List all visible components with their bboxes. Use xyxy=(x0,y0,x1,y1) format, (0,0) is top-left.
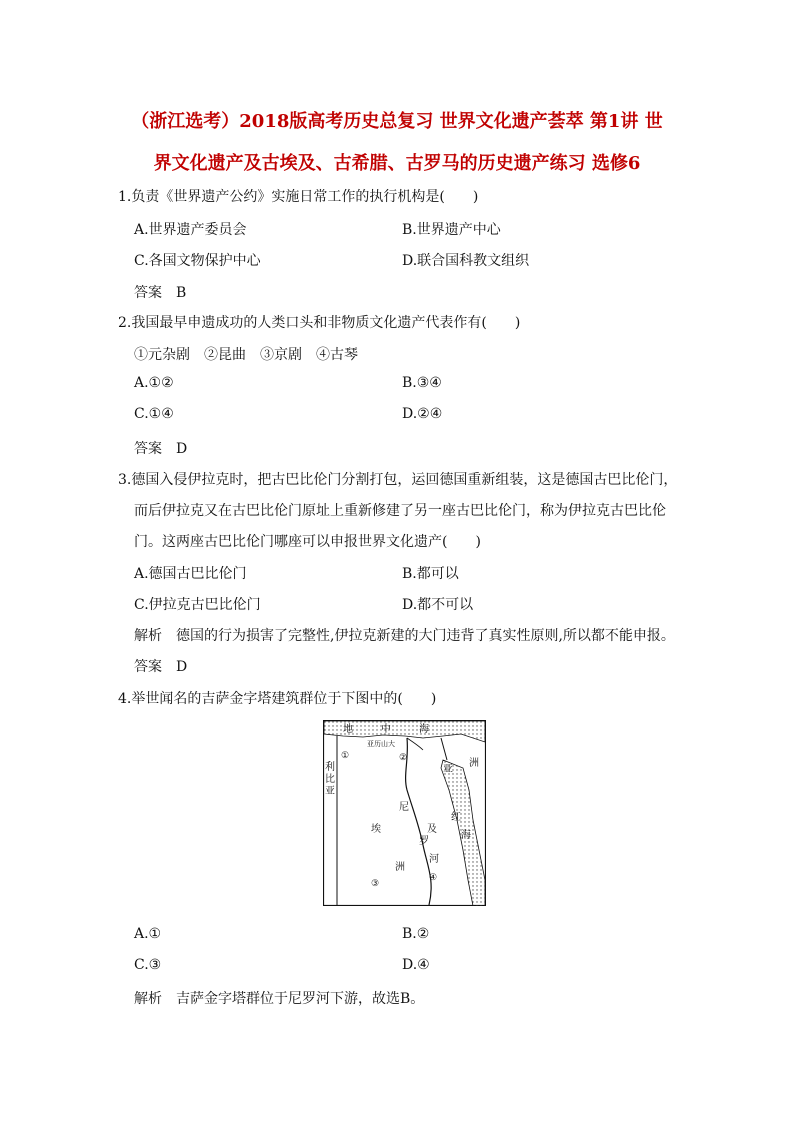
q1-option-b: B.世界遗产中心 xyxy=(402,222,501,238)
q3-option-d: D.都不可以 xyxy=(402,597,474,613)
q1-option-c: C.各国文物保护中心 xyxy=(134,253,261,269)
egypt-char-2: 及 xyxy=(427,824,437,835)
map-marker-3: ③ xyxy=(371,879,380,889)
red-sea-char-2: 海 xyxy=(461,830,471,841)
nile-char-3: 河 xyxy=(429,854,439,865)
q2-answer xyxy=(134,438,187,458)
q2-answer-label: 答案 xyxy=(134,441,162,457)
nile-char-1: 尼 xyxy=(399,802,409,813)
q4-analysis xyxy=(134,988,424,1008)
q4-option-d: D.④ xyxy=(402,957,430,973)
sea-char-2: 中 xyxy=(381,724,391,735)
q3-option-b: B.都可以 xyxy=(402,566,459,582)
question-3-stem-line2: 而后伊拉克又在古巴比伦门原址上重新修建了另一座古巴比伦门，称为伊拉克古巴比伦 xyxy=(134,503,666,519)
red-sea-char-1: 红 xyxy=(451,812,461,823)
q1-answer-value: B xyxy=(176,285,187,301)
sea-char-3: 海 xyxy=(419,724,429,735)
document-title-line2: 界文化遗产及古埃及、古希腊、古罗马的历史遗产练习 选修6 xyxy=(153,153,641,174)
q1-option-d: D.联合国科教文组织 xyxy=(402,253,530,269)
question-4-stem: 4.举世闻名的吉萨金字塔建筑群位于下图中的( ) xyxy=(118,691,437,707)
asia-char-1: 亚 xyxy=(443,764,453,775)
q2-option-d: D.②④ xyxy=(402,406,443,422)
q3-analysis-text: 德国的行为损害了完整性,伊拉克新建的大门违背了真实性原则,所以都不能申报。 xyxy=(176,628,675,644)
q3-answer-value: D xyxy=(176,659,188,675)
city-alexandria: 亚历山大 xyxy=(367,740,395,748)
q2-option-c: C.①④ xyxy=(134,406,174,422)
q3-answer-label: 答案 xyxy=(134,659,162,675)
asia-char-2: 洲 xyxy=(469,758,479,769)
q3-answer xyxy=(134,656,187,676)
q2-option-b: B.③④ xyxy=(402,375,442,391)
q4-option-c: C.③ xyxy=(134,957,162,973)
q1-option-a: A.世界遗产委员会 xyxy=(134,222,247,238)
map-marker-1: ① xyxy=(341,751,350,761)
q4-analysis-text: 吉萨金字塔群位于尼罗河下游，故选B。 xyxy=(176,991,425,1007)
egypt-map xyxy=(323,720,486,906)
q4-option-a: A.① xyxy=(134,926,162,942)
question-3-stem-line1: 3.德国入侵伊拉克时，把古巴比伦门分割打包，运回德国重新组装，这是德国古巴比伦门， xyxy=(118,472,678,488)
q4-analysis-label: 解析 xyxy=(134,991,162,1007)
nile-char-2: 罗 xyxy=(419,836,429,847)
egypt-char-1: 埃 xyxy=(371,824,381,835)
q2-option-a: A.①② xyxy=(134,375,174,391)
sea-char-1: 地 xyxy=(343,724,353,735)
question-3-stem-line3: 门。这两座古巴比伦门哪座可以申报世界文化遗产( ) xyxy=(134,534,481,550)
libya-char-3: 亚 xyxy=(325,786,335,797)
q1-answer xyxy=(134,282,186,302)
q3-analysis xyxy=(134,625,675,645)
libya-char-2: 比 xyxy=(325,774,335,785)
libya-char-1: 利 xyxy=(325,762,335,773)
q3-analysis-label: 解析 xyxy=(134,628,162,644)
q2-items: ①元杂剧 ②昆曲 ③京剧 ④古琴 xyxy=(134,347,358,363)
q4-option-b: B.② xyxy=(402,926,430,942)
question-1-stem: 1.负责《世界遗产公约》实施日常工作的执行机构是( ) xyxy=(118,189,479,205)
map-marker-4: ④ xyxy=(429,873,438,883)
document-title-line1: （浙江选考）2018版高考历史总复习 世界文化遗产荟萃 第1讲 世 xyxy=(131,111,663,132)
question-2-stem: 2.我国最早申遗成功的人类口头和非物质文化遗产代表作有( ) xyxy=(118,315,521,331)
q3-option-c: C.伊拉克古巴比伦门 xyxy=(134,597,261,613)
map-marker-2: ② xyxy=(399,753,408,763)
q2-answer-value: D xyxy=(176,441,188,457)
q3-option-a: A.德国古巴比伦门 xyxy=(134,566,247,582)
q1-answer-label: 答案 xyxy=(134,285,162,301)
africa-char: 洲 xyxy=(395,862,405,873)
